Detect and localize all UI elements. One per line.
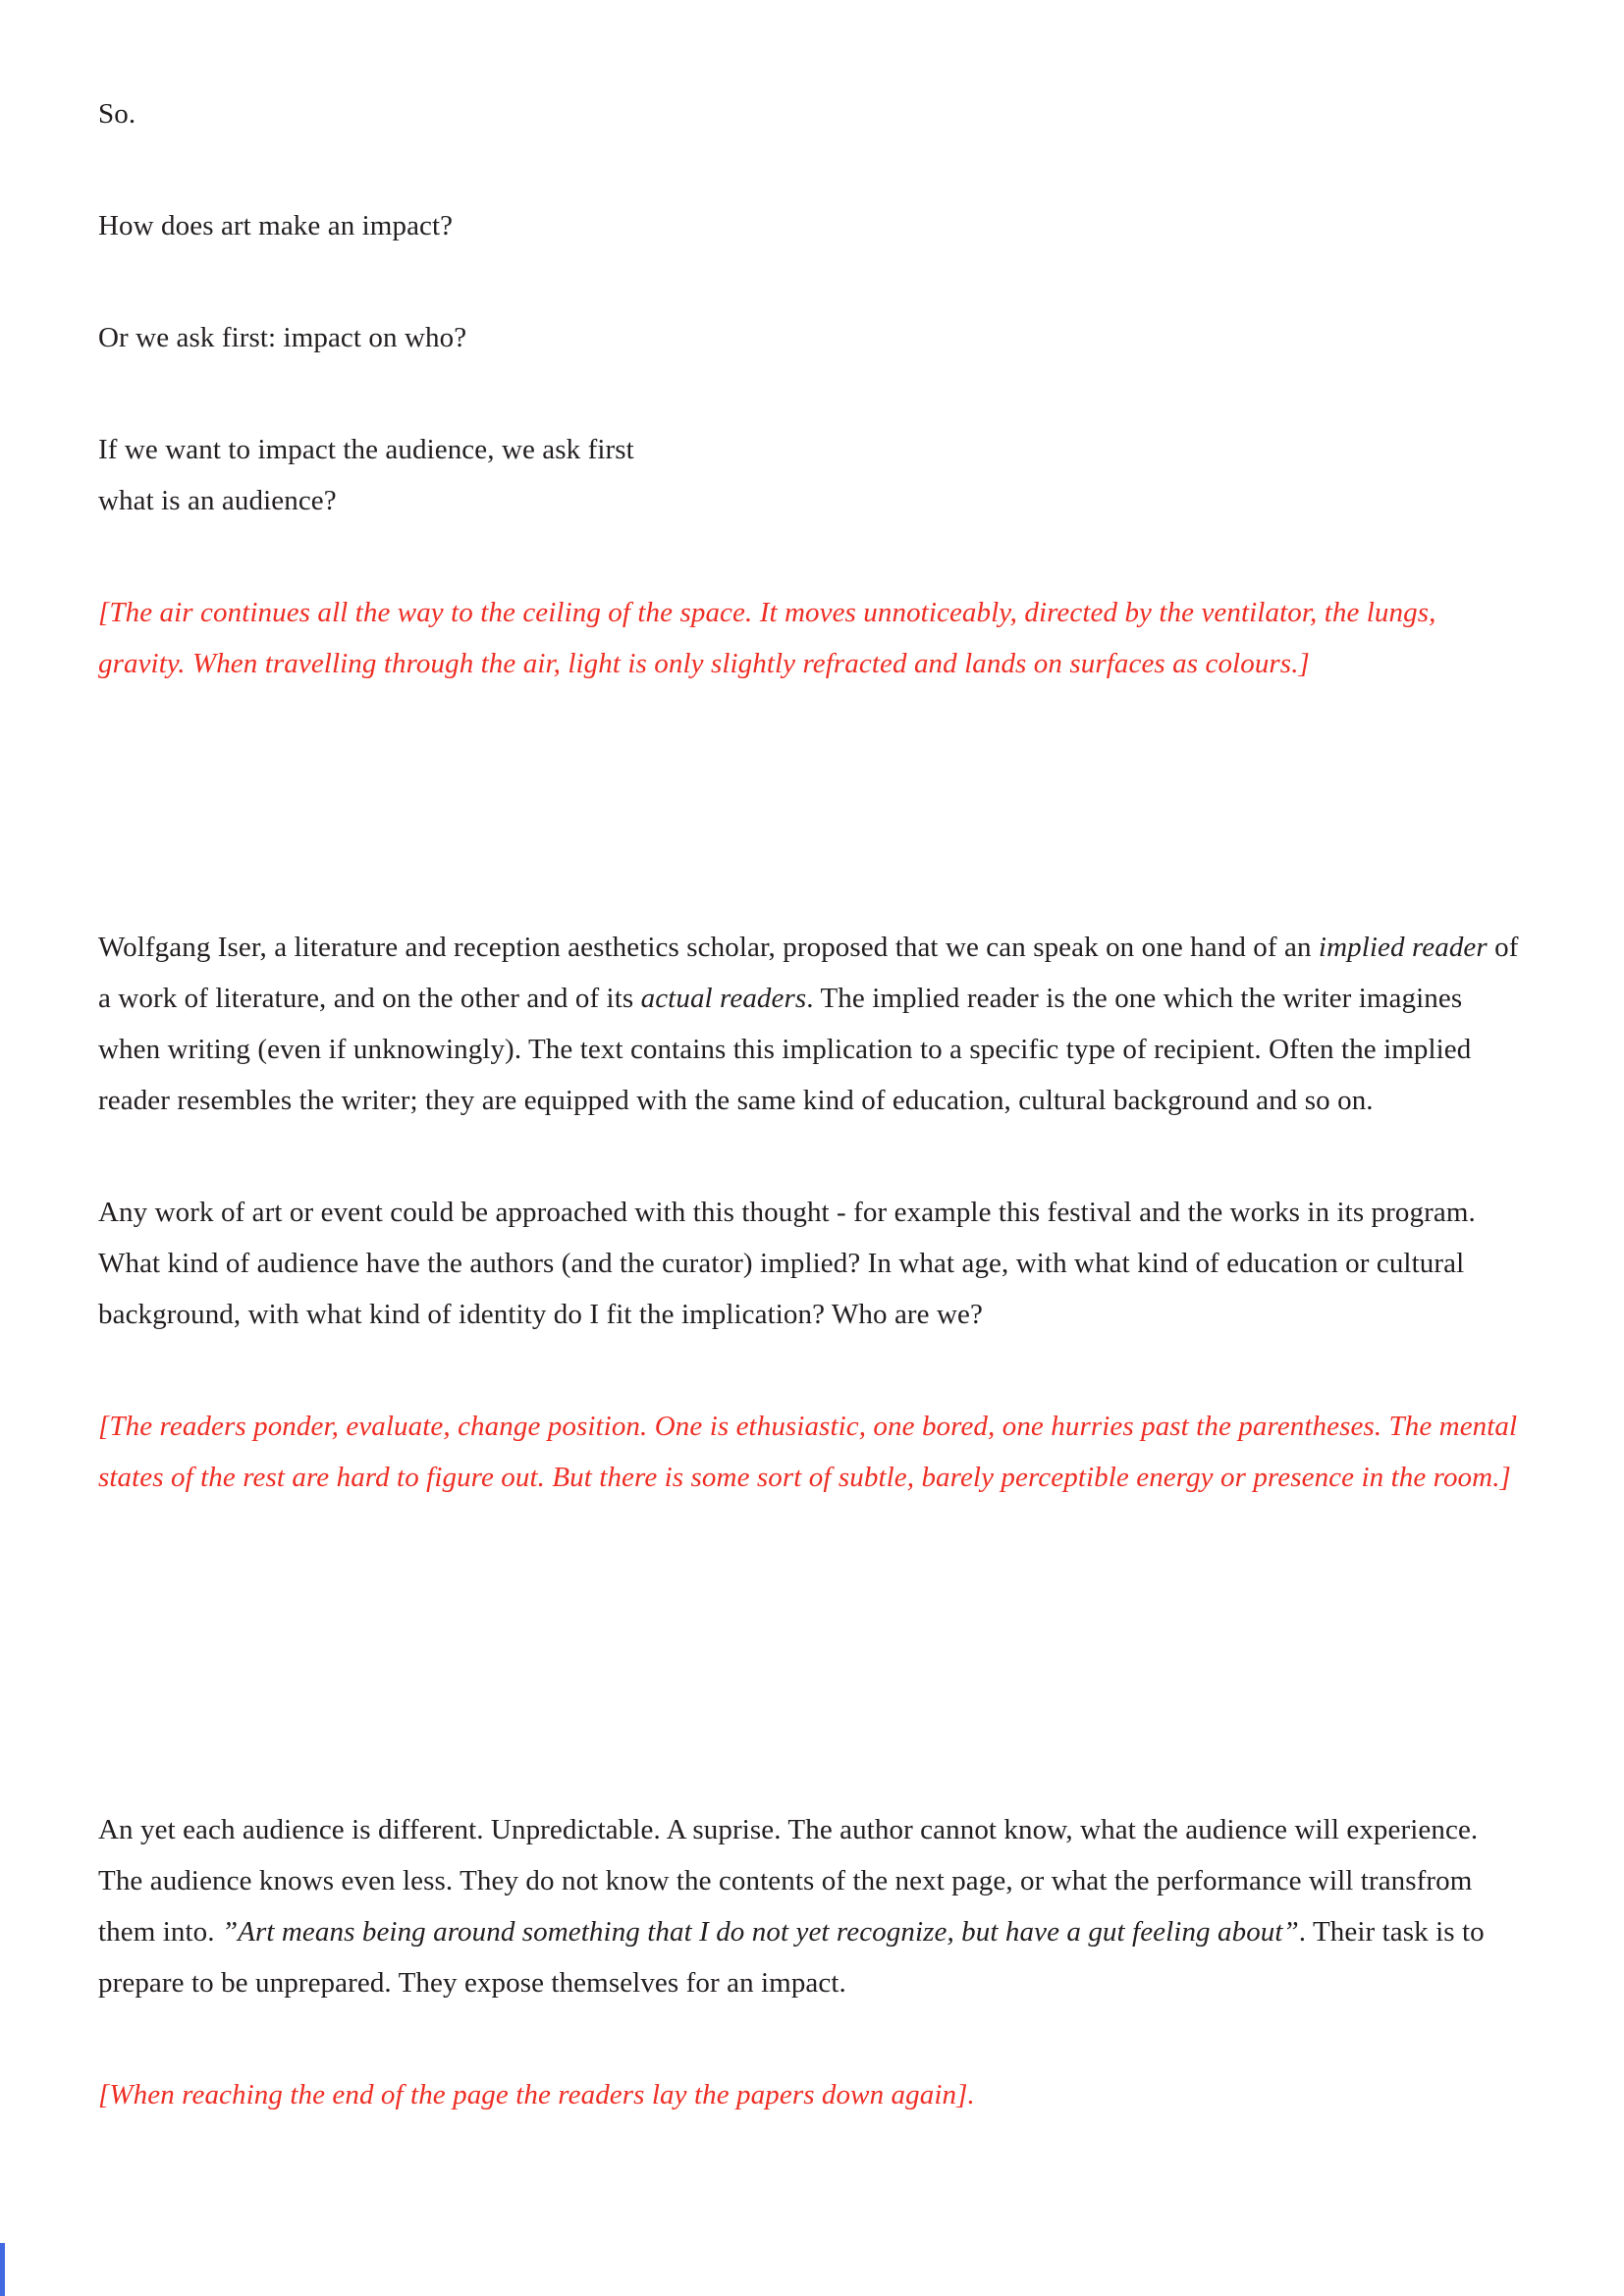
text-segment: . The implied reader is the one which the writer imagines when writing (even if unknowingly). The text contains this implication to a specific type of recipient. Often the implied reader resembles the writer; they are equipped with the same kind of education, cultural background and so on. (98, 983, 1479, 1116)
body-paragraph (98, 424, 1522, 526)
vertical-spacer (98, 750, 1522, 922)
text-segment: So. (98, 98, 136, 130)
text-segment: If we want to impact the audience, we ask first what is an audience? (98, 434, 634, 516)
red-annotation-paragraph (98, 2069, 1522, 2120)
text-segment: of a work of literature, and on the other and of its (98, 932, 1526, 1014)
red-annotation-paragraph (98, 587, 1522, 689)
text-segment: Wolfgang Iser, a literature and reception aesthetics scholar, proposed that we can speak on one hand of an (98, 932, 1319, 963)
body-paragraph (98, 1187, 1522, 1340)
text-segment: Or we ask first: impact on who? (98, 322, 467, 353)
text-segment: [The readers ponder, evaluate, change position. One is ethusiastic, one bored, one hurries past the parentheses. The mental states of the rest are hard to figure out. But there is some sort of subtle, barely perceptible energy or presence in the room.] (98, 1411, 1525, 1493)
text-segment: How does art make an impact? (98, 210, 454, 241)
body-paragraph (98, 1804, 1522, 2008)
text-segment: [When reaching the end of the page the readers lay the papers down again]. (98, 2079, 975, 2110)
text-segment: Any work of art or event could be approached with this thought - for example this festival and the works in its program. What kind of audience have the authors (and the curator) implied? In what age, with what kind of education or cultural background, with what kind of identity do I fit the implication? Who are we? (98, 1197, 1483, 1330)
text-segment: [The air continues all the way to the ceiling of the space. It moves unnoticeably, directed by the ventilator, the lungs, gravity. When travelling through the air, light is only slightly refracted and lands on surfaces as colours.] (98, 597, 1443, 679)
italic-text-segment: actual readers (640, 983, 807, 1014)
italic-text-segment: ”Art means being around something that I do not yet recognize, but have a gut feeling about” (221, 1916, 1299, 1948)
body-paragraph (98, 88, 1522, 139)
page-edge-blue-marker (0, 2243, 5, 2296)
text-segment: . Their task is to prepare to be unprepared. They expose themselves for an impact. (98, 1916, 1492, 1999)
vertical-spacer (98, 1564, 1522, 1804)
italic-text-segment: implied reader (1318, 932, 1488, 963)
body-paragraph (98, 312, 1522, 363)
text-segment: An yet each audience is different. Unpredictable. A suprise. The author cannot know, what the audience will experience. The audience knows even less. They do not know the contents of the next page, or what the performance will transfrom them into. (98, 1814, 1486, 1948)
body-paragraph (98, 922, 1526, 1126)
red-annotation-paragraph (98, 1401, 1525, 1503)
body-paragraph (98, 200, 1522, 251)
